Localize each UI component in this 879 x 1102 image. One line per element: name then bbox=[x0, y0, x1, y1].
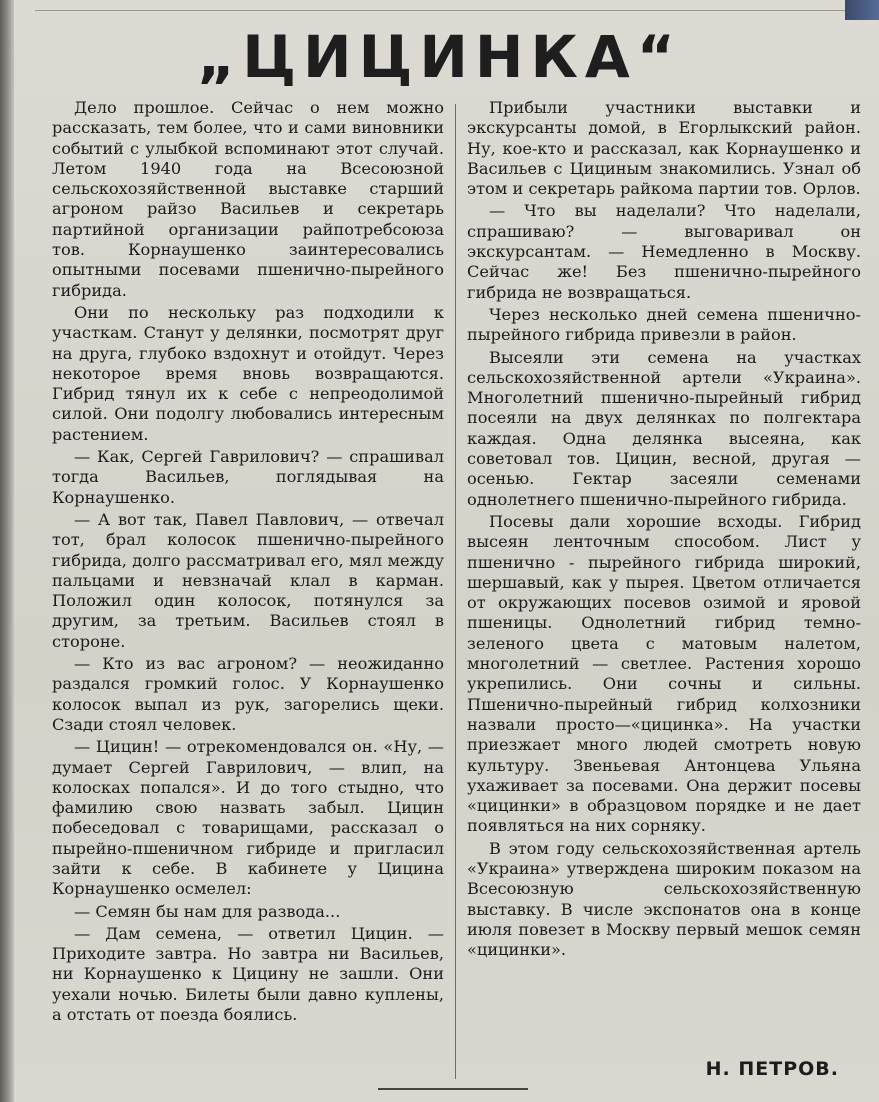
adjacent-page-strip bbox=[845, 0, 879, 20]
left-column bbox=[52, 98, 444, 1027]
paragraph: — Цицин! — отрекомендовался он. «Ну, — думает Сергей Гаврилович, — влип, на колосках попался». И до того стыдно, что фамилию свою назвать забыл. Цицин побеседовал с товарищами, рассказал о пырейно-пшеничном гибриде и пригласил зайти к себе. В кабинете у Цицина Корнаушенко осмелел: bbox=[52, 737, 444, 899]
paragraph: — Дам семена, — ответил Цицин. — Приходите завтра. Но завтра ни Васильев, ни Корнаушенко к Цицину не зашли. Они уехали ночью. Билеты были давно куплены, а отстать от поезда боялись. bbox=[52, 923, 444, 1025]
article-title: „ЦИЦИНКА“ bbox=[197, 23, 682, 91]
right-column bbox=[467, 98, 861, 962]
top-rule bbox=[35, 10, 845, 11]
paragraph: Через несколько дней семена пшенично-пырейного гибрида привезли в район. bbox=[467, 304, 861, 345]
column-divider bbox=[455, 104, 456, 1079]
paragraph: В этом году сельскохозяйственная артель «Украина» утверждена широким показом на Всесоюзную сельскохозяйственную выставку. В числе экспонатов она в конце июля повезет в Москву первый мешок семян «цицинки». bbox=[467, 838, 861, 960]
bottom-rule bbox=[378, 1088, 528, 1090]
author-signature: Н. ПЕТРОВ. bbox=[705, 1058, 839, 1080]
paragraph: — Кто из вас агроном? — неожиданно раздался громкий голос. У Корнаушенко колосок выпал из рук, загорелись щеки. Сзади стоял человек. bbox=[52, 654, 444, 734]
paragraph: — А вот так, Павел Павлович, — отвечал тот, брал колосок пшенично-пырейного гибрида, долго рассматривал его, мял между пальцами и невзначай клал в карман. Положил один колосок, потянулся за другим, за третьим. Васильев стоял в стороне. bbox=[52, 509, 444, 651]
paragraph: Дело прошлое. Сейчас о нем можно рассказать, тем более, что и сами виновники событий с улыбкой вспоминают этот случай. Летом 1940 года на Всесоюзной сельскохозяйственной выставке старший агроном райзо Васильев и секретарь партийной организации райпотребсоюза тов. Корнаушенко заинтересовались опытными посевами пшенично-пырейного гибрида. bbox=[52, 98, 444, 300]
paragraph: Посевы дали хорошие всходы. Гибрид высеян ленточным способом. Лист у пшенично - пырейного гибрида широкий, шершавый, как у пырея. Цветом отличается от окружающих посевов озимой и яровой пшеницы. Однолетний гибрид темно-зеленого цвета с матовым налетом, многолетний — светлее. Растения хорошо укрепились. Они сочны и сильны. Пшенично-пырейный гибрид колхозники назвали просто—«цицинка». На участки приезжает много людей смотреть новую культуру. Звеньевая Антонцева Ульяна ухаживает за посевами. Она держит посевы «цицинки» в образцовом порядке и не дает появляться на них сорняку. bbox=[467, 511, 861, 836]
paragraph: Высеяли эти семена на участках сельскохозяйственной артели «Украина». Многолетний пшенично-пырейный гибрид посеяли на двух делянках по полгектара каждая. Одна делянка высеяна, как советовал тов. Цицин, весной, другая — осенью. Гектар засеяли семенами однолетнего пшенично-пырейного гибрида. bbox=[467, 347, 861, 509]
paragraph: Прибыли участники выставки и экскурсанты домой, в Егорлыкский район. Ну, кое-кто и рассказал, как Корнаушенко и Васильев с Цициным знакомились. Узнал об этом и секретарь райкома партии тов. Орлов. bbox=[467, 98, 861, 199]
paragraph: — Что вы наделали? Что наделали, спрашиваю? — выговаривал он экскурсантам. — Немедленно в Москву. Сейчас же! Без пшенично-пырейного гибрида не возвращаться. bbox=[467, 201, 861, 302]
page-edge-shadow bbox=[0, 0, 14, 1102]
paragraph: Они по нескольку раз подходили к участкам. Станут у делянки, посмотрят друг на друга, глубоко вздохнут и отойдут. Через некоторое время вновь возвращаются. Гибрид тянул их к себе с непреодолимой силой. Они подолгу любовались интересным растением. bbox=[52, 302, 444, 444]
paragraph: — Как, Сергей Гаврилович? — спрашивал тогда Васильев, поглядывая на Корнаушенко. bbox=[52, 447, 444, 507]
paragraph: — Семян бы нам для развода... bbox=[74, 901, 341, 921]
